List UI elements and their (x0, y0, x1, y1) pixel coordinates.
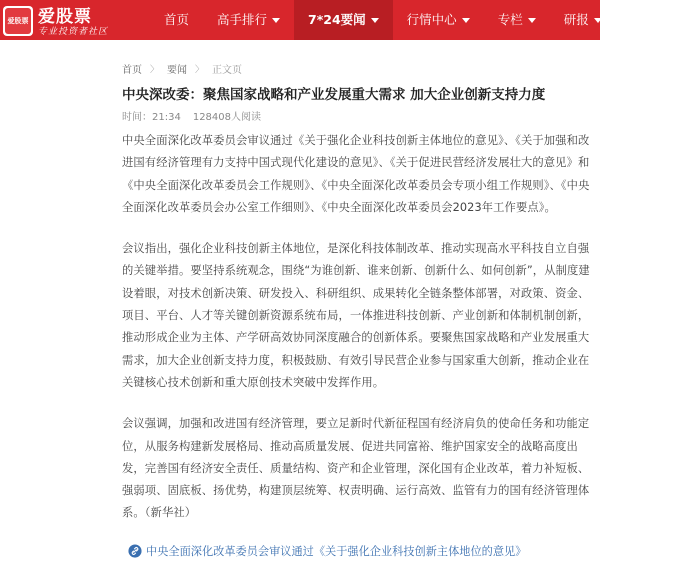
nav-label: 联系我们 (629, 12, 680, 27)
related-article-link[interactable] (128, 543, 526, 559)
nav-label: 高手排行 (217, 12, 268, 27)
chevron-down-icon (528, 18, 536, 23)
nav-label: 首页 (164, 12, 190, 27)
chevron-down-icon (594, 18, 602, 23)
nav-item-home[interactable] (150, 0, 203, 40)
article-paragraph: 会议强调，加强和改进国有经济管理，要立足新时代新征程国有经济肩负的使命任务和功能定位，从服务构建新发展格局、推动高质量发展、促进共同富裕、维护国家安全的战略高度出发，完善国有经济安全责任、质量结构、资产和企业管理，深化国有企业改革，着力补短板、强弱项、固底板、扬优势，构建顶层统筹、权责明确、运行高效、监管有力的国有经济管理体系。（新华社） (122, 417, 590, 520)
article-title: 中央深改委：聚焦国家战略和产业发展重大需求 加大企业创新支持力度 (122, 87, 546, 103)
breadcrumb-news[interactable]: 要闻 (167, 65, 188, 76)
nav-item-research[interactable] (550, 0, 616, 40)
chevron-down-icon (371, 18, 379, 23)
link-icon (128, 544, 142, 558)
site-logo[interactable] (3, 6, 33, 36)
article-paragraph: 会议指出，强化企业科技创新主体地位，是深化科技体制改革、推动实现高水平科技自立自强的关键举措。要坚持系统观念，围绕“为谁创新、谁来创新、创新什么、如何创新”，从制度建设着眼，对技术创新决策、研发投入、科研组织、成果转化全链条整体部署，对政策、资金、项目、平台、人才等关键创新资源系统布局，一体推进科技创新、产业创新和体制机制创新，推动形成企业为主体、产学研高效协同深度融合的创新体系。要聚焦国家战略和产业发展重大需求，加大企业创新支持力度，积极鼓励、有效引导民营企业参与国家重大创新，推动企业在关键核心技术创新和重大原创技术突破中发挥作用。 (122, 242, 590, 389)
nav-item-724-news[interactable] (294, 0, 393, 40)
nav-label: 7*24要闻 (308, 12, 366, 27)
nav-item-contact[interactable] (616, 0, 694, 40)
brand-name[interactable]: 爱股票 (38, 7, 92, 27)
article-meta (122, 108, 261, 123)
breadcrumb-separator: 〉 (195, 65, 205, 75)
nav-label: 研报 (563, 12, 589, 27)
breadcrumb-current: 正文页 (212, 65, 243, 76)
article-paragraph: 中央全面深化改革委员会审议通过《关于强化企业科技创新主体地位的意见》、《关于加强和改进国有经济管理有力支持中国式现代化建设的意见》、《关于促进民营经济发展壮大的意见》和《中央全面深化改革委员会工作规则》、《中央全面深化改革委员会专项小组工作规则》、《中央全面深化改革委员会办公室工作细则》、《中央全面深化改革委员会2023年工作要点》。 (122, 134, 590, 214)
chevron-down-icon (272, 18, 280, 23)
main-nav (150, 0, 694, 40)
nav-item-market-center[interactable] (393, 0, 484, 40)
nav-label: 行情中心 (406, 12, 457, 27)
brand-slogan: 专业投资者社区 (38, 27, 109, 37)
breadcrumb-home[interactable]: 首页 (122, 65, 142, 76)
article-body (122, 130, 594, 544)
publish-time: 时间：21:34 (122, 112, 181, 123)
nav-item-expert-ranking[interactable] (203, 0, 294, 40)
logo-text: 爱股票 (7, 17, 29, 25)
chevron-down-icon (462, 18, 470, 23)
read-count: 128408人阅读 (192, 112, 262, 123)
nav-label: 专栏 (497, 12, 523, 27)
logo-badge (5, 8, 31, 34)
nav-item-columns[interactable] (484, 0, 550, 40)
related-article-label: 中央全面深化改革委员会审议通过《关于强化企业科技创新主体地位的意见》 (146, 545, 527, 558)
top-navigation-bar (0, 0, 680, 40)
breadcrumb-separator: 〉 (150, 65, 160, 75)
breadcrumb (122, 61, 242, 76)
